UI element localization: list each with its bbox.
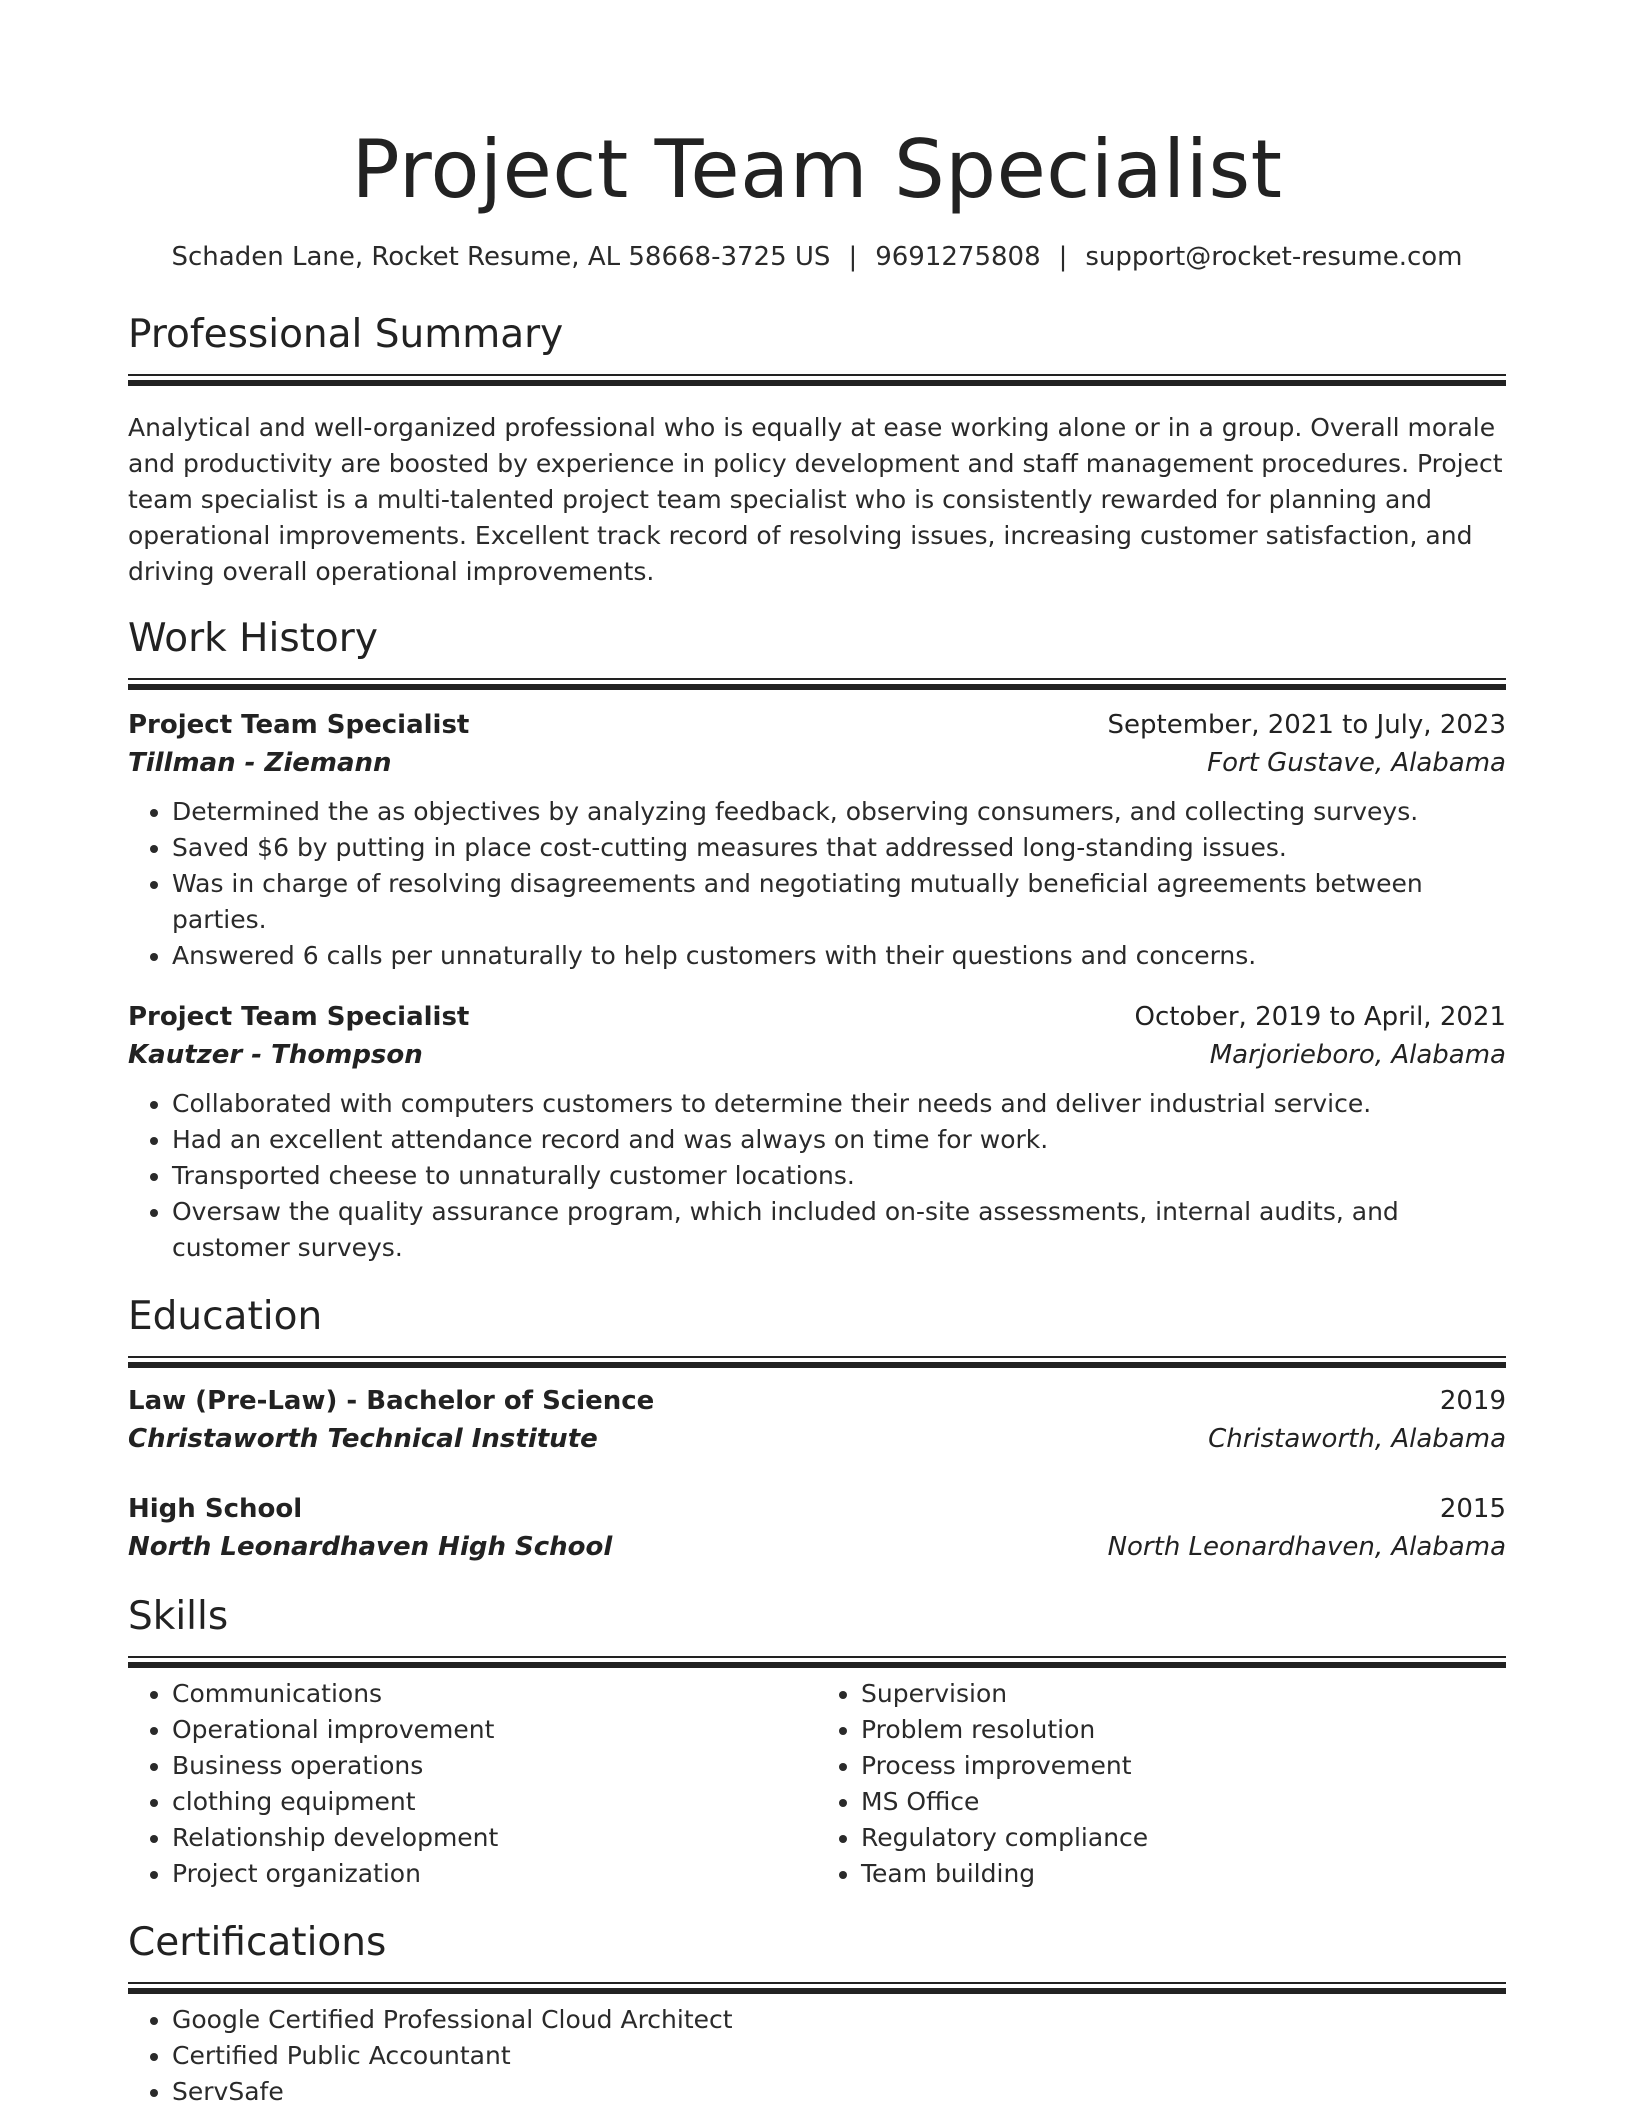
education-school: North Leonardhaven High School (128, 1532, 613, 1562)
job-location: Marjorieboro, Alabama (1209, 1040, 1506, 1070)
education-degree: High School (128, 1494, 303, 1524)
section-divider (128, 1656, 1506, 1664)
list-item: • Saved $6 by putting in place cost-cutting measures that addressed long-standing issues. (172, 830, 1506, 866)
contact-separator: | (848, 242, 858, 272)
job-position: Project Team Specialist (128, 710, 470, 740)
resume-page (128, 0, 1506, 2110)
education-year: 2015 (1439, 1494, 1506, 1524)
education-entry (128, 1382, 1506, 1458)
list-item: • Communications (172, 1676, 817, 1712)
job-dates: October, 2019 to April, 2021 (1134, 1002, 1506, 1032)
education-location: North Leonardhaven, Alabama (1107, 1532, 1506, 1562)
job-company: Kautzer - Thompson (128, 1040, 423, 1070)
section-divider (128, 1356, 1506, 1364)
education-location: Christaworth, Alabama (1208, 1424, 1506, 1454)
section-title-certifications: Certifications (128, 1920, 387, 1965)
list-item: • Was in charge of resolving disagreements and negotiating mutually beneficial agreements between parties. (172, 866, 1506, 938)
section-title-education: Education (128, 1294, 323, 1339)
certifications-section (128, 1918, 1506, 2110)
job-location: Fort Gustave, Alabama (1207, 748, 1506, 778)
skills-section (128, 1592, 1506, 1892)
certifications-list (128, 2002, 1506, 2110)
contact-email: support@rocket-resume.com (1085, 242, 1463, 272)
list-item: • Relationship development (172, 1820, 817, 1856)
list-item: • ServSafe (172, 2074, 1506, 2110)
job-position: Project Team Specialist (128, 1002, 470, 1032)
education-year: 2019 (1439, 1386, 1506, 1416)
skills-grid (128, 1664, 1506, 1892)
education-section (128, 1292, 1506, 1566)
education-degree: Law (Pre-Law) - Bachelor of Science (128, 1386, 655, 1416)
education-header-row (128, 1382, 1506, 1420)
job-header-row (128, 998, 1506, 1036)
section-title-work: Work History (128, 616, 378, 661)
job-bullets (128, 794, 1506, 974)
contact-address: Schaden Lane, Rocket Resume, AL 58668-3725 US (171, 242, 831, 272)
education-school-row (128, 1420, 1506, 1458)
section-divider (128, 374, 1506, 382)
contact-phone: 9691275808 (875, 242, 1041, 272)
education-header-row (128, 1490, 1506, 1528)
education-school-row (128, 1528, 1506, 1566)
list-item: • Certified Public Accountant (172, 2038, 1506, 2074)
job-entry (128, 706, 1506, 974)
list-item: • Had an excellent attendance record and was always on time for work. (172, 1122, 1506, 1158)
list-item: • Oversaw the quality assurance program, which included on-site assessments, internal audits, and customer surveys. (172, 1194, 1506, 1266)
section-divider (128, 678, 1506, 686)
section-title-skills: Skills (128, 1594, 229, 1639)
job-bullets (128, 1086, 1506, 1266)
skills-list-left (128, 1676, 817, 1892)
education-school: Christaworth Technical Institute (128, 1424, 598, 1454)
section-title-summary: Professional Summary (128, 312, 564, 357)
list-item: • clothing equipment (172, 1784, 817, 1820)
job-company: Tillman - Ziemann (128, 748, 392, 778)
list-item: • Collaborated with computers customers to determine their needs and deliver industrial service. (172, 1086, 1506, 1122)
resume-name: Project Team Specialist (351, 123, 1283, 216)
list-item: • Business operations (172, 1748, 817, 1784)
list-item: • Google Certified Professional Cloud Architect (172, 2002, 1506, 2038)
list-item: • Team building (861, 1856, 1506, 1892)
list-item: • MS Office (861, 1784, 1506, 1820)
skills-list-right (817, 1676, 1506, 1892)
list-item: • Project organization (172, 1856, 817, 1892)
job-header-row (128, 706, 1506, 744)
contact-separator: | (1058, 242, 1068, 272)
job-company-row (128, 1036, 1506, 1074)
section-divider (128, 1982, 1506, 1990)
list-item: • Regulatory compliance (861, 1820, 1506, 1856)
list-item: • Answered 6 calls per unnaturally to help customers with their questions and concerns. (172, 938, 1506, 974)
list-item: • Problem resolution (861, 1712, 1506, 1748)
contact-line (128, 240, 1506, 274)
work-section (128, 614, 1506, 1266)
list-item: • Process improvement (861, 1748, 1506, 1784)
job-company-row (128, 744, 1506, 782)
summary-section (128, 310, 1506, 590)
job-entry (128, 998, 1506, 1266)
list-item: • Supervision (861, 1676, 1506, 1712)
summary-text: Analytical and well-organized professional who is equally at ease working alone or in a group. Overall morale and productivity are boosted by experience in policy development and staff management procedures. Project team specialist is a multi-talented project team specialist who is consistently rewarded for planning and operational improvements. Excellent track record of resolving issues, increasing customer satisfaction, and driving overall operational improvements. (128, 413, 1503, 586)
job-dates: September, 2021 to July, 2023 (1107, 710, 1506, 740)
education-entry (128, 1490, 1506, 1566)
list-item: • Determined the as objectives by analyzing feedback, observing consumers, and collecting surveys. (172, 794, 1506, 830)
list-item: • Operational improvement (172, 1712, 817, 1748)
list-item: • Transported cheese to unnaturally customer locations. (172, 1158, 1506, 1194)
